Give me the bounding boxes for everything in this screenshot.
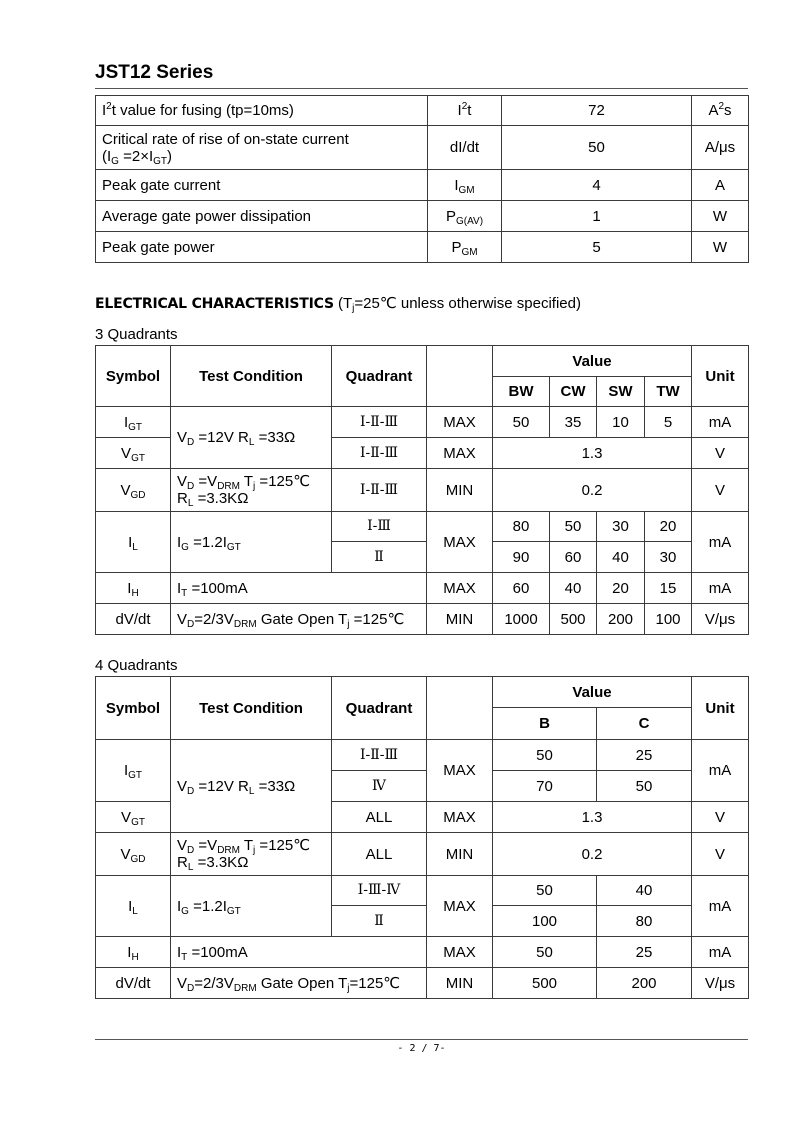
value-cell: 72 — [502, 96, 692, 126]
value-cell: 5 — [502, 232, 692, 263]
quadrant-cell: Ⅱ — [332, 906, 427, 937]
value-cell: 1.3 — [493, 438, 692, 469]
quadrant-cell: Ⅰ-Ⅱ-Ⅲ — [332, 438, 427, 469]
col-header-limit — [427, 677, 493, 740]
unit-cell: mA — [692, 937, 749, 968]
value-cell: 35 — [550, 407, 597, 438]
value-cell: 500 — [550, 604, 597, 635]
col-header-quadrant: Quadrant — [332, 677, 427, 740]
value-cell: 20 — [645, 512, 692, 542]
symbol-cell: $I_L$ — [96, 876, 171, 937]
header-rule — [95, 88, 748, 89]
param-cell: Peak gate power — [96, 232, 428, 263]
condition-cell: $V_D=2/3V_{DRM}$ Gate Open $T_j=125℃$ — [171, 968, 427, 999]
table-row — [96, 469, 749, 512]
limit-cell: MAX — [427, 802, 493, 833]
unit-cell: $A^2s$ — [692, 96, 749, 126]
limit-cell: MAX — [427, 937, 493, 968]
value-cell: 100 — [645, 604, 692, 635]
symbol-cell: $I_L$ — [96, 512, 171, 573]
table-row — [96, 740, 749, 771]
unit-cell: mA — [692, 573, 749, 604]
value-cell: 25 — [597, 740, 692, 771]
value-cell: 70 — [493, 771, 597, 802]
symbol-cell: $V_{GT}$ — [96, 802, 171, 833]
symbol-cell: $I^2t$ — [428, 96, 502, 126]
value-cell: 50 — [493, 937, 597, 968]
value-cell: 1000 — [493, 604, 550, 635]
value-cell: 200 — [597, 968, 692, 999]
col-header-symbol: Symbol — [96, 346, 171, 407]
col-header-value: Value — [493, 677, 692, 708]
limit-cell: MIN — [427, 469, 493, 512]
col-header-test-condition: Test Condition — [171, 346, 332, 407]
value-cell: 15 — [645, 573, 692, 604]
value-cell: 50 — [597, 771, 692, 802]
condition-cell: $V_D =12V$ $R_L =33\Omega$ — [171, 407, 332, 469]
table-row — [96, 201, 749, 232]
table-row — [96, 833, 749, 876]
value-cell: 4 — [502, 170, 692, 201]
table-row — [96, 232, 749, 263]
value-cell: 50 — [550, 512, 597, 542]
condition-cell: $I_T =100mA$ — [171, 937, 427, 968]
col-header-c: C — [597, 708, 692, 740]
limit-cell: MAX — [427, 573, 493, 604]
limit-cell: MAX — [427, 512, 493, 573]
ratings-table — [95, 95, 749, 263]
limit-cell: MAX — [427, 740, 493, 802]
symbol-cell: $I_{GM}$ — [428, 170, 502, 201]
limit-cell: MIN — [427, 833, 493, 876]
symbol-cell: $V_{GD}$ — [96, 469, 171, 512]
unit-cell: W — [692, 201, 749, 232]
value-cell: 0.2 — [493, 833, 692, 876]
symbol-cell: dI/dt — [428, 126, 502, 170]
value-cell: 50 — [493, 407, 550, 438]
unit-cell: V — [692, 833, 749, 876]
table-row — [96, 96, 749, 126]
symbol-cell: $P_{GM}$ — [428, 232, 502, 263]
value-cell: 10 — [597, 407, 645, 438]
value-cell: 20 — [597, 573, 645, 604]
value-cell: 25 — [597, 937, 692, 968]
value-cell: 50 — [502, 126, 692, 170]
col-header-unit: Unit — [692, 346, 749, 407]
value-cell: 50 — [493, 876, 597, 906]
param-cell: Critical rate of rise of on-state current $(I_G =2\times I_{GT})$ — [96, 126, 428, 170]
four-quadrants-table — [95, 676, 749, 999]
symbol-cell: $P_{G(AV)}$ — [428, 201, 502, 232]
three-quadrants-table — [95, 345, 749, 635]
value-cell: 30 — [597, 512, 645, 542]
section-heading: ELECTRICAL CHARACTERISTICS ($T_j=25℃$ unless otherwise specified) — [95, 295, 581, 314]
unit-cell: mA — [692, 512, 749, 573]
value-cell: 100 — [493, 906, 597, 937]
table-header-row — [96, 346, 749, 377]
quadrant-cell: Ⅱ — [332, 542, 427, 573]
value-cell: 1.3 — [493, 802, 692, 833]
symbol-cell: $I_H$ — [96, 573, 171, 604]
footer-rule — [95, 1039, 748, 1040]
condition-cell: $V_D =V_{DRM}$ $T_j$ =125℃ $R_L =3.3K\Omega$ — [171, 833, 332, 876]
quadrant-cell: ALL — [332, 833, 427, 876]
table-row — [96, 407, 749, 438]
col-header-limit — [427, 346, 493, 407]
unit-cell: A/μs — [692, 126, 749, 170]
value-cell: 60 — [493, 573, 550, 604]
param-cell: Peak gate current — [96, 170, 428, 201]
quadrant-cell: ALL — [332, 802, 427, 833]
col-header-quadrant: Quadrant — [332, 346, 427, 407]
condition-cell: $V_D =V_{DRM}$ $T_j$ =125℃ $R_L =3.3K\Omega$ — [171, 469, 332, 512]
unit-cell: V — [692, 469, 749, 512]
quadrant-cell: Ⅳ — [332, 771, 427, 802]
condition-cell: $I_T =100mA$ — [171, 573, 427, 604]
col-header-bw: BW — [493, 377, 550, 407]
value-cell: 50 — [493, 740, 597, 771]
unit-cell: W — [692, 232, 749, 263]
unit-cell: mA — [692, 876, 749, 937]
table-row — [96, 876, 749, 906]
table-row — [96, 512, 749, 542]
quadrant-cell: Ⅰ-Ⅱ-Ⅲ — [332, 740, 427, 771]
limit-cell: MAX — [427, 876, 493, 937]
condition-cell: $I_G =1.2I_{GT}$ — [171, 512, 332, 573]
symbol-cell: $I_{GT}$ — [96, 407, 171, 438]
quadrant-cell: Ⅰ-Ⅱ-Ⅲ — [332, 469, 427, 512]
quadrant-cell: Ⅰ-Ⅲ-Ⅳ — [332, 876, 427, 906]
table-row — [96, 170, 749, 201]
table-header-row — [96, 677, 749, 708]
table-row — [96, 126, 749, 170]
value-cell: 80 — [597, 906, 692, 937]
three-quadrants-label: 3 Quadrants — [95, 326, 178, 343]
value-cell: 40 — [550, 573, 597, 604]
col-header-sw: SW — [597, 377, 645, 407]
col-header-value: Value — [493, 346, 692, 377]
unit-cell: V — [692, 438, 749, 469]
table-row — [96, 573, 749, 604]
value-cell: 60 — [550, 542, 597, 573]
col-header-unit: Unit — [692, 677, 749, 740]
quadrant-cell: Ⅰ-Ⅲ — [332, 512, 427, 542]
four-quadrants-label: 4 Quadrants — [95, 657, 178, 674]
col-header-cw: CW — [550, 377, 597, 407]
unit-cell: V/μs — [692, 968, 749, 999]
unit-cell: mA — [692, 740, 749, 802]
limit-cell: MAX — [427, 407, 493, 438]
value-cell: 500 — [493, 968, 597, 999]
value-cell: 40 — [597, 542, 645, 573]
symbol-cell: $I_H$ — [96, 937, 171, 968]
table-row — [96, 937, 749, 968]
symbol-cell: dV/dt — [96, 968, 171, 999]
value-cell: 0.2 — [493, 469, 692, 512]
condition-cell: $V_D =12V$ $R_L =33\Omega$ — [171, 740, 332, 833]
param-cell: Average gate power dissipation — [96, 201, 428, 232]
table-row — [96, 968, 749, 999]
unit-cell: mA — [692, 407, 749, 438]
value-cell: 80 — [493, 512, 550, 542]
symbol-cell: $V_{GD}$ — [96, 833, 171, 876]
col-header-test-condition: Test Condition — [171, 677, 332, 740]
unit-cell: A — [692, 170, 749, 201]
value-cell: 30 — [645, 542, 692, 573]
col-header-tw: TW — [645, 377, 692, 407]
symbol-cell: $V_{GT}$ — [96, 438, 171, 469]
condition-cell: $V_D=2/3V_{DRM}$ Gate Open $T_j$ =125℃ — [171, 604, 427, 635]
document-title: JST12 Series — [95, 62, 214, 83]
unit-cell: V/μs — [692, 604, 749, 635]
table-row — [96, 604, 749, 635]
condition-cell: $I_G =1.2I_{GT}$ — [171, 876, 332, 937]
symbol-cell: $I_{GT}$ — [96, 740, 171, 802]
quadrant-cell: Ⅰ-Ⅱ-Ⅲ — [332, 407, 427, 438]
value-cell: 40 — [597, 876, 692, 906]
value-cell: 5 — [645, 407, 692, 438]
value-cell: 1 — [502, 201, 692, 232]
unit-cell: V — [692, 802, 749, 833]
value-cell: 90 — [493, 542, 550, 573]
param-cell: $I^2t$ value for fusing (tp=10ms) — [96, 96, 428, 126]
limit-cell: MIN — [427, 604, 493, 635]
col-header-symbol: Symbol — [96, 677, 171, 740]
value-cell: 200 — [597, 604, 645, 635]
page-number: - 2 / 7- — [397, 1043, 446, 1054]
limit-cell: MAX — [427, 438, 493, 469]
col-header-b: B — [493, 708, 597, 740]
limit-cell: MIN — [427, 968, 493, 999]
symbol-cell: dV/dt — [96, 604, 171, 635]
